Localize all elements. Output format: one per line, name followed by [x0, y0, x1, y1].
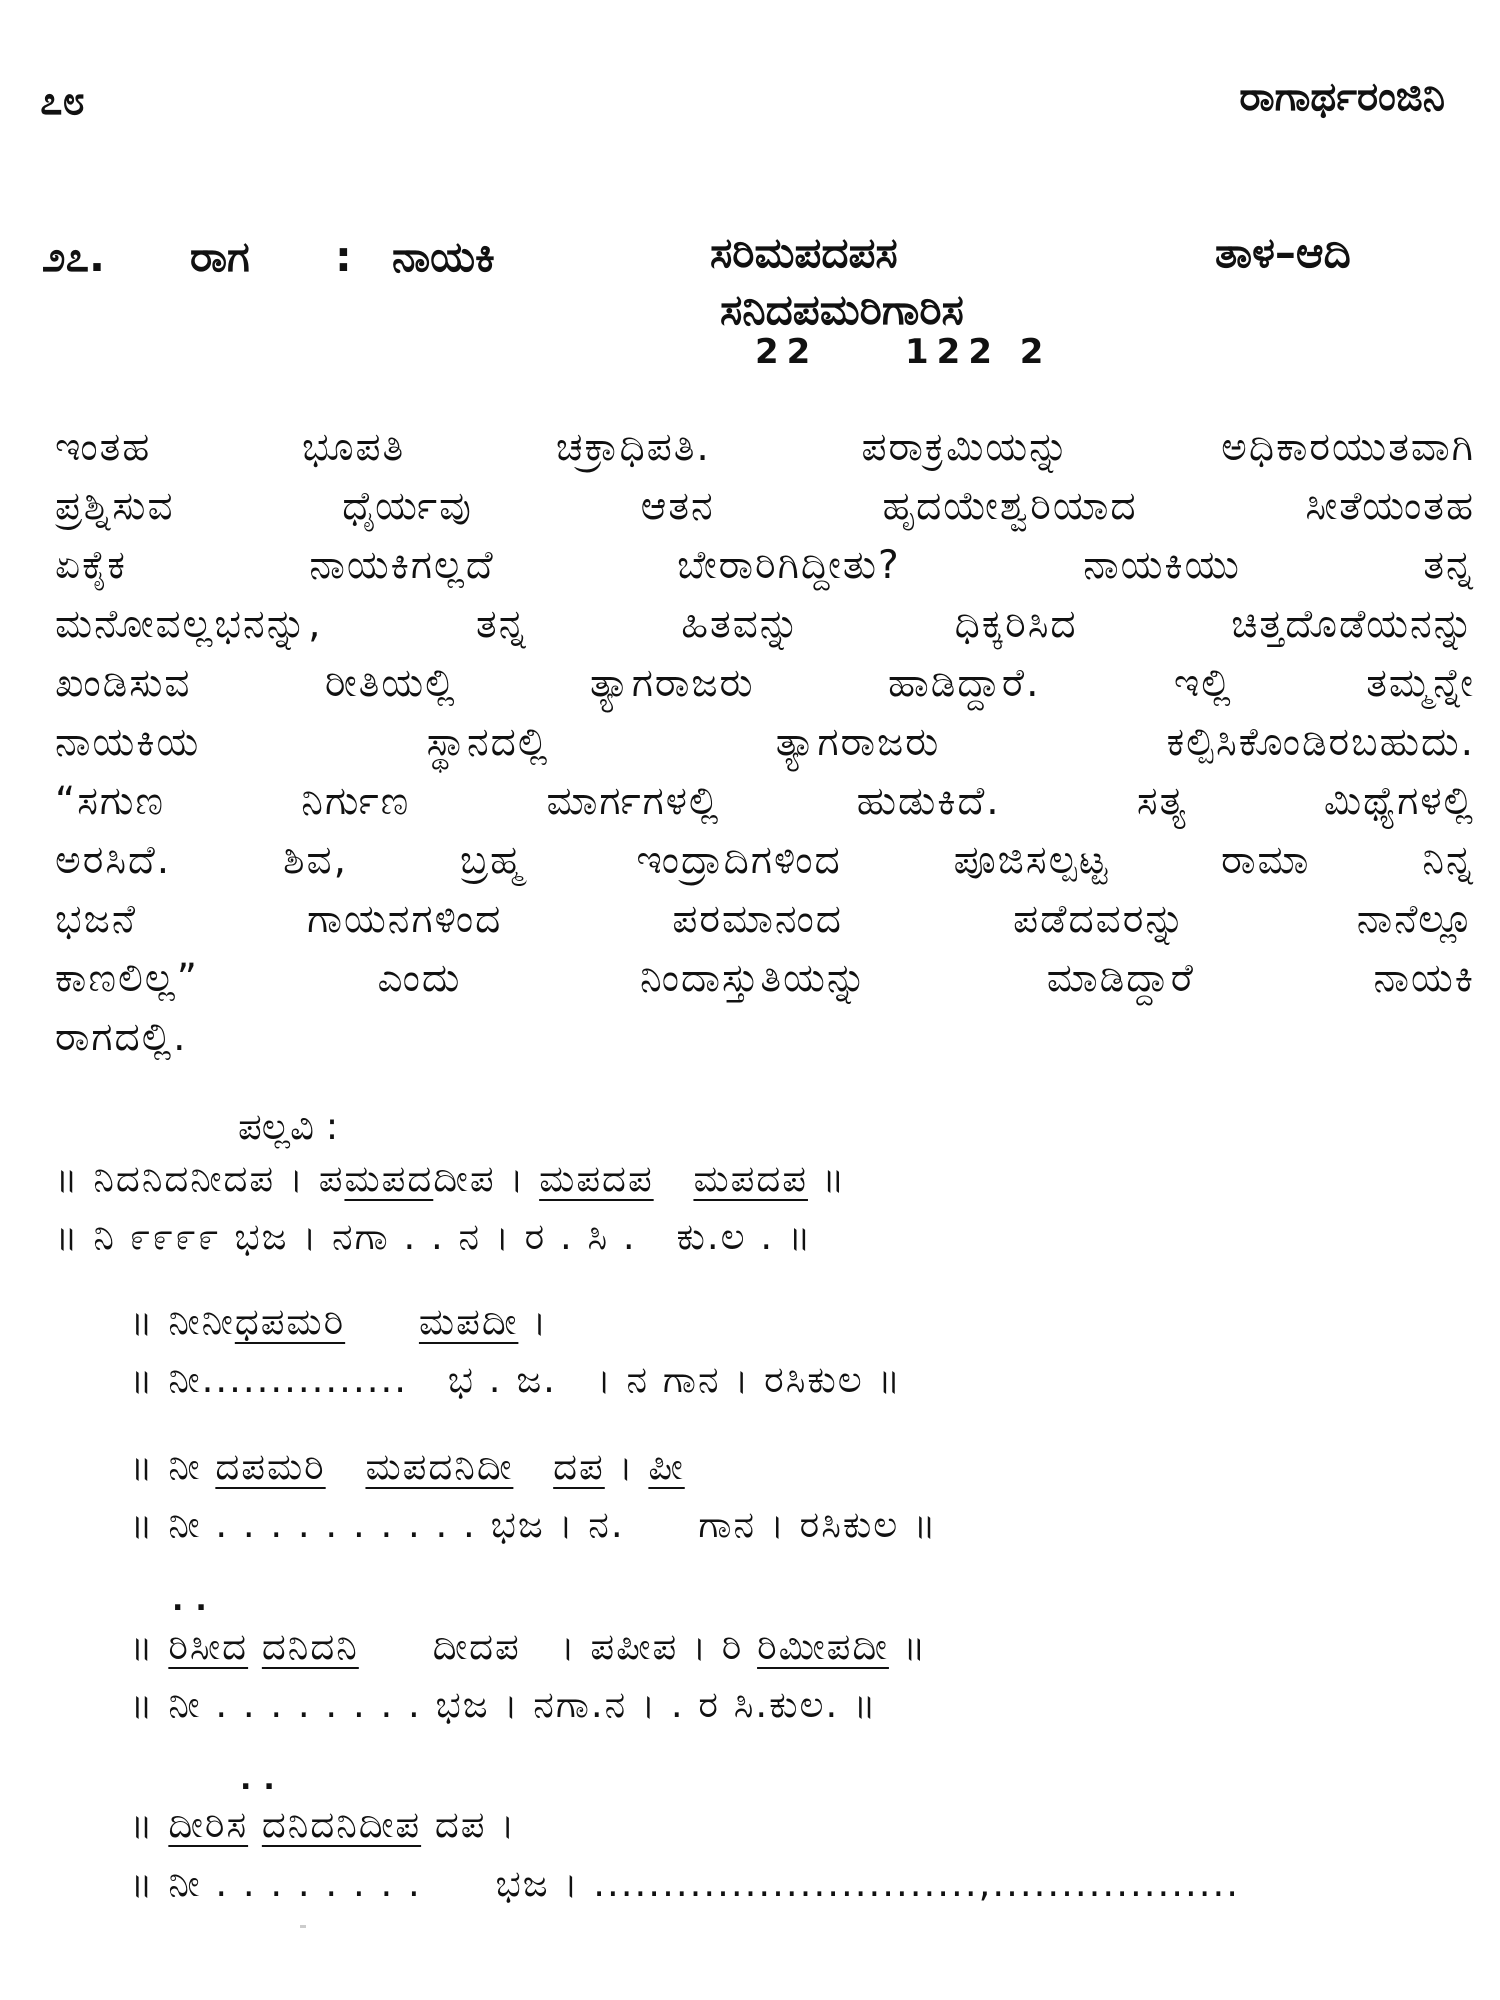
single-bar: ।	[691, 1625, 708, 1668]
paragraph-line: ಖಂಡಿಸುವ ರೀತಿಯಲ್ಲಿ ತ್ಯಾಗರಾಜರು ಹಾಡಿದ್ದಾರೆ. ಇಲ್ಲಿ ತಮ್ಮನ್ನೇ	[55, 661, 1475, 706]
raga-name: ನಾಯಕಿ	[392, 232, 495, 281]
lyric-group: ನೀ . . . . . . . . . .	[168, 1503, 477, 1546]
double-bar: ॥	[787, 1215, 813, 1258]
swara-group-underlined: ದೀರಿಸ	[168, 1803, 249, 1846]
paragraph-line: “ಸಗುಣ ನಿರ್ಗುಣ ಮಾರ್ಗಗಳಲ್ಲಿ ಹುಡುಕಿದೆ. ಸತ್ಯ ಮಿಥ್ಯೆಗಳಲ್ಲಿ	[55, 779, 1475, 824]
swara-digits-1: 22	[755, 332, 819, 372]
single-bar: ।	[302, 1215, 319, 1258]
lyric-group: ನೀ . . . . . . . .	[168, 1683, 422, 1726]
swara-group: ದೀಪ	[433, 1157, 496, 1200]
swara-group-underlined: ದನಿದನಿ	[261, 1625, 359, 1668]
double-bar: ॥	[130, 1683, 155, 1726]
swara-group: ರಿ	[721, 1625, 744, 1668]
lyric-group: ರಸಿಕುಲ	[764, 1358, 864, 1401]
swara-group: ಪ	[318, 1157, 345, 1200]
single-bar: ।	[641, 1683, 658, 1726]
arohana: ಸರಿಮಪದಪಸ	[710, 228, 898, 277]
double-bar: ॥	[853, 1683, 878, 1726]
double-bar: ॥	[130, 1300, 155, 1343]
lyric-group: ರ . ಸಿ .	[524, 1215, 637, 1258]
paragraph-line: ಇಂತಹ ಭೂಪತಿ ಚಕ್ರಾಧಿಪತಿ. ಪರಾಕ್ರಮಿಯನ್ನು ಅಧಿಕಾರಯುತವಾಗಿ	[55, 425, 1475, 470]
double-bar: ॥	[913, 1503, 938, 1546]
swara-group-underlined: ದಪಮರಿ	[215, 1445, 326, 1488]
single-bar: ।	[560, 1625, 577, 1668]
lyric-group: ನ ಗಾನ	[626, 1358, 721, 1401]
single-bar: ।	[288, 1157, 305, 1200]
double-bar: ॥	[130, 1803, 155, 1846]
single-bar: ।	[769, 1503, 786, 1546]
double-bar: ॥	[902, 1625, 928, 1668]
notation-line-5	[130, 1445, 685, 1489]
paragraph-line: ಭಜನೆ ಗಾಯನಗಳಿಂದ ಪರಮಾನಂದ ಪಡೆದವರನ್ನು ನಾನೆಲ್ಲೂ	[55, 897, 1475, 942]
single-bar: ।	[734, 1358, 751, 1401]
paragraph-line: ಅರಸಿದೆ. ಶಿವ, ಬ್ರಹ್ಮ ಇಂದ್ರಾದಿಗಳಿಂದ ಪೂಜಿಸಲ್ಪಟ್ಟ ರಾಮಾ ನಿನ್ನ	[55, 838, 1475, 883]
double-bar: ॥	[130, 1503, 155, 1546]
paragraph-line: ನಾಯಕಿಯ ಸ್ಥಾನದಲ್ಲಿ ತ್ಯಾಗರಾಜರು ಕಲ್ಪಿಸಿಕೊಂಡಿರಬಹುದು.	[55, 720, 1475, 765]
lyric-group: ............................,..................	[593, 1862, 1241, 1905]
single-bar: ।	[503, 1683, 520, 1726]
single-bar: ।	[509, 1157, 526, 1200]
swara-group-underlined: ಧಪಮರಿ	[234, 1300, 346, 1343]
lyric-group: ನಗಾ . . ನ	[332, 1215, 482, 1258]
lyric-group: ನಿ ೯೯೯೯ ಭಜ	[93, 1215, 289, 1258]
lyric-group: ನೀ . . . . . . . .	[168, 1862, 422, 1905]
lyric-group: ನ.	[588, 1503, 625, 1546]
paragraph-line: ಕಾಣಲಿಲ್ಲ” ಎಂದು ನಿಂದಾಸ್ತುತಿಯನ್ನು ಮಾಡಿದ್ದಾರೆ ನಾಯಕಿ	[55, 956, 1475, 1001]
pallavi-label: ಪಲ್ಲವಿ :	[238, 1105, 339, 1148]
single-bar: ।	[563, 1862, 580, 1905]
swara-group: ದೀದಪ	[432, 1625, 521, 1668]
swara-group-underlined: ಮಪದ	[344, 1157, 434, 1200]
song-number: ೨೭.	[42, 232, 105, 281]
swara-group-underlined: ದನಿದನಿದೀಪ	[261, 1803, 422, 1846]
notation-line-7	[130, 1625, 927, 1669]
single-bar: ।	[596, 1358, 613, 1401]
swara-group-underlined: ಮಪದಪ	[693, 1157, 808, 1200]
lyric-group: ಭ . ಜ.	[447, 1358, 557, 1401]
swara-group: ನೀನೀ	[168, 1300, 235, 1343]
swara-group: ಪಪೀಪ	[590, 1625, 679, 1668]
single-bar: ।	[532, 1300, 549, 1343]
double-bar: ॥	[55, 1157, 80, 1200]
double-bar: ॥	[130, 1445, 155, 1488]
swara-group-underlined: ದಪ	[553, 1445, 605, 1488]
lyric-group: ಗಾನ	[698, 1503, 757, 1546]
scan-mark	[300, 1925, 306, 1928]
lyric-group: ಭಜ	[495, 1862, 550, 1905]
double-bar: ॥	[130, 1625, 155, 1668]
raga-label: ರಾಗ	[190, 232, 250, 281]
lyric-line-10	[130, 1862, 1240, 1906]
tara-sthayi-dots: ..	[172, 1583, 219, 1618]
single-bar: ।	[494, 1215, 511, 1258]
double-bar: ॥	[877, 1358, 903, 1401]
swara-group-underlined: ರಿಮೀಪದೀ	[757, 1625, 889, 1668]
swara-group-underlined: ಪೀ	[648, 1445, 685, 1488]
lyric-group: . ರ ಸಿ.ಕುಲ.	[670, 1683, 840, 1726]
swara-group: ನೀ	[168, 1445, 202, 1488]
swara-group-underlined: ಮಪದನಿದೀ	[365, 1445, 514, 1488]
swara-group: ದಪ	[434, 1803, 487, 1846]
page-number: ೭೮	[40, 78, 85, 124]
single-bar: ।	[500, 1803, 517, 1846]
swara-group-underlined: ಮಪದಪ	[539, 1157, 654, 1200]
paragraph-line: ರಾಗದಲ್ಲಿ.	[55, 1015, 188, 1060]
notation-line-9	[130, 1803, 516, 1847]
swara-group-underlined: ರಿಸೀದ	[168, 1625, 249, 1668]
double-bar: ॥	[821, 1157, 847, 1200]
single-bar: ।	[618, 1445, 635, 1488]
lyric-group: ಭಜ	[435, 1683, 490, 1726]
swara-group: ನಿದನಿದನೀದಪ	[93, 1157, 276, 1200]
lyric-group: ಭಜ	[490, 1503, 545, 1546]
double-bar: ॥	[130, 1358, 155, 1401]
swara-group-underlined: ಮಪದೀ	[418, 1300, 519, 1343]
single-bar: ।	[558, 1503, 575, 1546]
double-bar: ॥	[55, 1215, 80, 1258]
lyric-line-6	[130, 1503, 938, 1547]
swara-digits-2: 122 2	[905, 332, 1052, 372]
paragraph-line: ಏಕೈಕ ನಾಯಕಿಗಲ್ಲದೆ ಬೇರಾರಿಗಿದ್ದೀತು? ನಾಯಕಿಯು ತನ್ನ	[55, 543, 1475, 588]
tara-sthayi-dots: ..	[240, 1762, 287, 1797]
lyric-line-2	[55, 1215, 813, 1259]
intro-paragraph	[55, 418, 1475, 1067]
lyric-group: ನಗಾ.ನ	[533, 1683, 628, 1726]
paragraph-line: ಮನೋವಲ್ಲಭನನ್ನು, ತನ್ನ ಹಿತವನ್ನು ಧಿಕ್ಕರಿಸಿದ ಚಿತ್ತದೊಡೆಯನನ್ನು	[55, 602, 1475, 647]
tala: ತಾಳ–ಆದಿ	[1215, 228, 1351, 277]
notation-line-3	[130, 1300, 548, 1344]
raga-colon: :	[335, 232, 352, 281]
lyric-group: ಕು.ಲ .	[676, 1215, 775, 1258]
lyric-line-4	[130, 1358, 902, 1402]
paragraph-line: ಪ್ರಶ್ನಿಸುವ ಧೈರ್ಯವು ಆತನ ಹೃದಯೇಶ್ವರಿಯಾದ ಸೀತೆಯಂತಹ	[55, 484, 1475, 529]
lyric-line-8	[130, 1683, 878, 1727]
book-title: ರಾಗಾರ್ಥರಂಜಿನಿ	[1239, 74, 1445, 120]
lyric-group: ನೀ...............	[168, 1358, 408, 1401]
avarohana: ಸನಿದಪಮರಿಗಾರಿಸ	[720, 285, 964, 334]
lyric-group: ರಸಿಕುಲ	[799, 1503, 900, 1546]
notation-line-1	[55, 1157, 846, 1201]
double-bar: ॥	[130, 1862, 155, 1905]
